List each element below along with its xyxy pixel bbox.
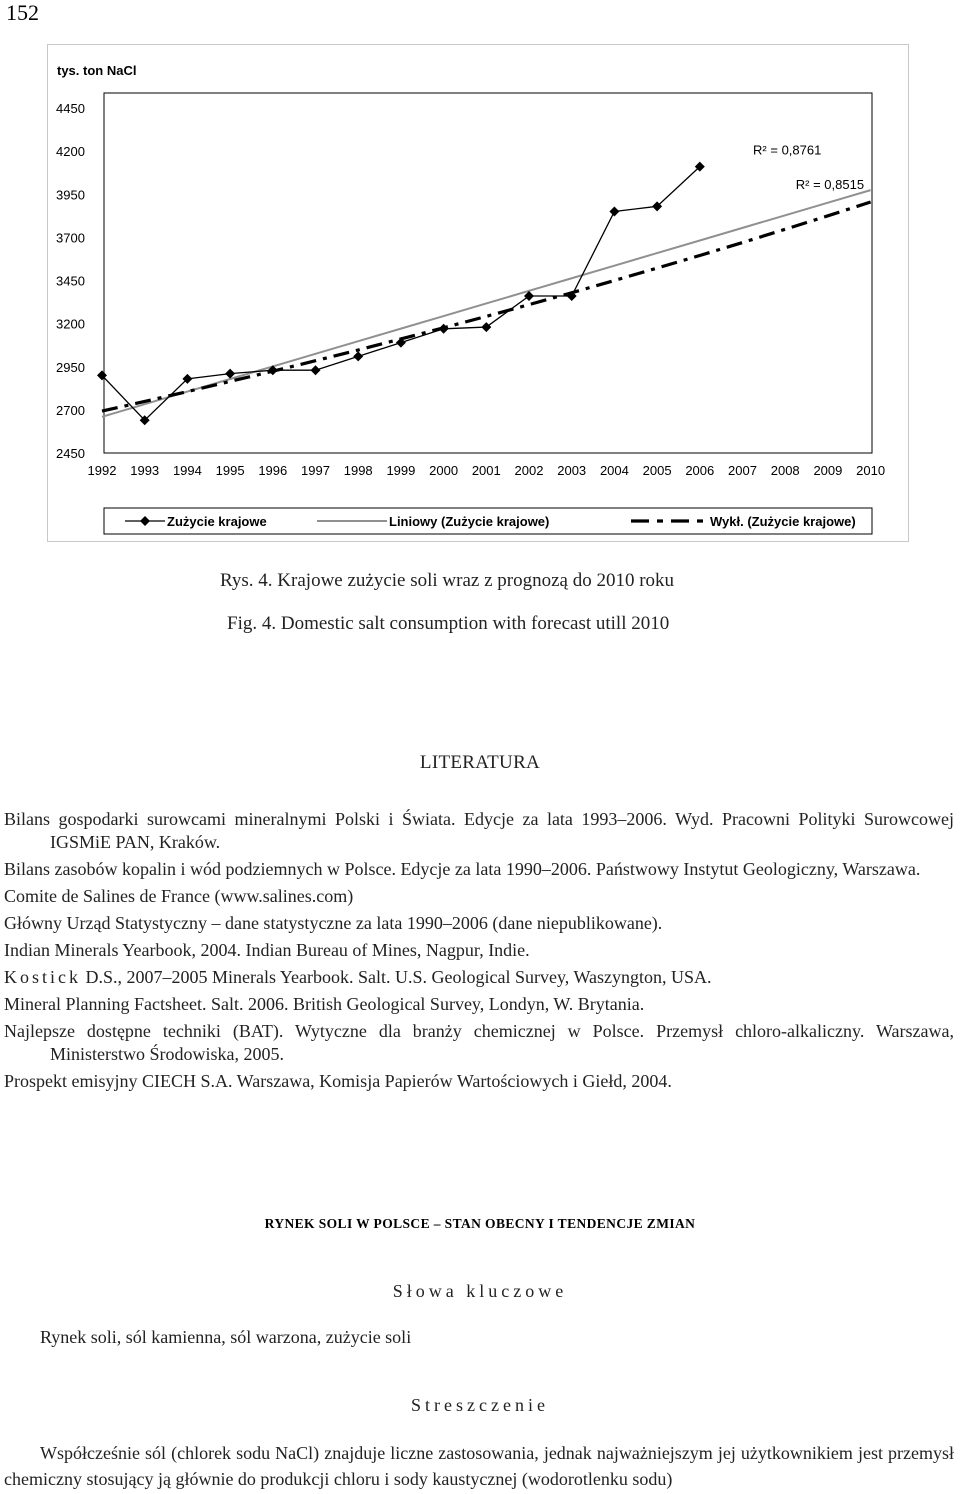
r-squared-annotation: R² = 0,8761	[753, 142, 822, 158]
keywords-heading: Słowa kluczowe	[392, 1281, 568, 1301]
reference-body: D.S., 2007–2005 Minerals Yearbook. Salt. U.S. Geological Survey, Waszyngton, USA.	[81, 967, 712, 987]
y-tick-label: 3950	[56, 187, 85, 203]
x-tick-label: 1997	[301, 463, 330, 478]
x-tick-label: 2007	[728, 463, 757, 478]
y-tick-label: 4450	[56, 101, 85, 116]
reference-item: Bilans zasobów kopalin i wód podziemnych w Polsce. Edycje za lata 1990–2006. Państwowy Instytut Geologiczny, Warszawa.	[4, 859, 921, 879]
figure-caption-en: Fig. 4. Domestic salt consumption with forecast utill 2010	[227, 613, 670, 634]
x-tick-label: 1998	[343, 463, 373, 478]
legend-swatch-marker	[140, 516, 150, 526]
consumption-series-line	[102, 167, 700, 421]
x-tick-label: 1992	[87, 463, 117, 478]
r-squared-annotation: R² = 0,8515	[795, 177, 865, 193]
linear-trend-line	[102, 190, 871, 417]
x-tick-label: 2010	[856, 463, 886, 478]
figure-caption-pl: Rys. 4. Krajowe zużycie soli wraz z prognozą do 2010 roku	[220, 570, 675, 591]
x-tick-label: 1996	[258, 463, 288, 478]
reference-item: Prospekt emisyjny CIECH S.A. Warszawa, Komisja Papierów Wartościowych i Giełd, 2004.	[4, 1071, 672, 1091]
y-tick-label: 4200	[56, 144, 85, 160]
x-tick-label: 2009	[813, 463, 843, 478]
abstract-text: Współcześnie sól (chlorek sodu NaCl) znajduje liczne zastosowania, jednak najważniejszym jej użytkownikiem jest przemysł chemiczny stosujący ją głównie do produkcji chloru i sody kaustycznej (wodorotlenku sodu)	[4, 1443, 954, 1489]
y-axis-title: tys. ton NaCl	[57, 63, 137, 78]
legend-label: Zużycie krajowe	[167, 514, 267, 529]
y-tick-label: 2450	[56, 446, 85, 461]
reference-item: Comite de Salines de France (www.salines.com)	[4, 886, 354, 906]
x-tick-label: 2004	[599, 463, 629, 478]
x-tick-label: 2005	[642, 463, 672, 478]
data-point-marker	[609, 207, 619, 217]
reference-item: Główny Urząd Statystyczny – dane statystyczne za lata 1990–2006 (dane niepublikowane).	[4, 913, 663, 933]
x-tick-label: 2000	[429, 463, 459, 478]
x-tick-label: 2006	[685, 463, 715, 478]
x-tick-label: 1994	[172, 463, 202, 478]
reference-item: Indian Minerals Yearbook, 2004. Indian Bureau of Mines, Nagpur, Indie.	[4, 940, 530, 960]
literature-heading: LITERATURA	[419, 752, 541, 773]
article-title: RYNEK SOLI W POLSCE – STAN OBECNY I TENDENCJE ZMIAN	[264, 1216, 696, 1231]
x-tick-label: 1993	[130, 463, 160, 478]
x-tick-label: 2003	[557, 463, 587, 478]
x-tick-label: 1999	[386, 463, 416, 478]
reference-list	[4, 808, 954, 1097]
x-tick-label: 2002	[514, 463, 544, 478]
page-number: 152	[6, 0, 39, 25]
legend-label: Liniowy (Zużycie krajowe)	[389, 514, 550, 529]
reference-item	[4, 966, 954, 989]
data-point-marker	[311, 365, 321, 375]
reference-item: Najlepsze dostępne techniki (BAT). Wytyczne dla branży chemicznej w Polsce. Przemysł chloro-alkaliczny. Warszawa, Ministerstwo Środowiska, 2005.	[4, 1021, 954, 1064]
y-tick-label: 2950	[56, 359, 85, 375]
y-tick-label: 3200	[56, 316, 85, 332]
x-tick-label: 1995	[215, 463, 245, 478]
x-tick-label: 2008	[770, 463, 800, 478]
exponential-trend-line	[102, 202, 871, 411]
y-tick-label: 3700	[56, 230, 85, 246]
abstract-heading: Streszczenie	[411, 1395, 549, 1415]
y-tick-label: 3450	[56, 273, 85, 289]
x-tick-label: 2001	[471, 463, 501, 478]
salt-consumption-chart	[47, 44, 909, 542]
keywords-text: Rynek soli, sól kamienna, sól warzona, zużycie soli	[40, 1327, 412, 1347]
data-point-marker	[481, 322, 491, 332]
y-tick-label: 2700	[56, 402, 85, 418]
legend-label: Wykł. (Zużycie krajowe)	[710, 514, 856, 529]
reference-item: Bilans gospodarki surowcami mineralnymi Polski i Świata. Edycje za lata 1993–2006. Wyd. Pracowni Polityki Surowcowej IGSMiE PAN, Kraków.	[4, 809, 954, 852]
reference-author: Kostick	[4, 967, 81, 987]
data-point-marker	[353, 351, 363, 361]
reference-item: Mineral Planning Factsheet. Salt. 2006. British Geological Survey, Londyn, W. Brytania.	[4, 994, 645, 1014]
